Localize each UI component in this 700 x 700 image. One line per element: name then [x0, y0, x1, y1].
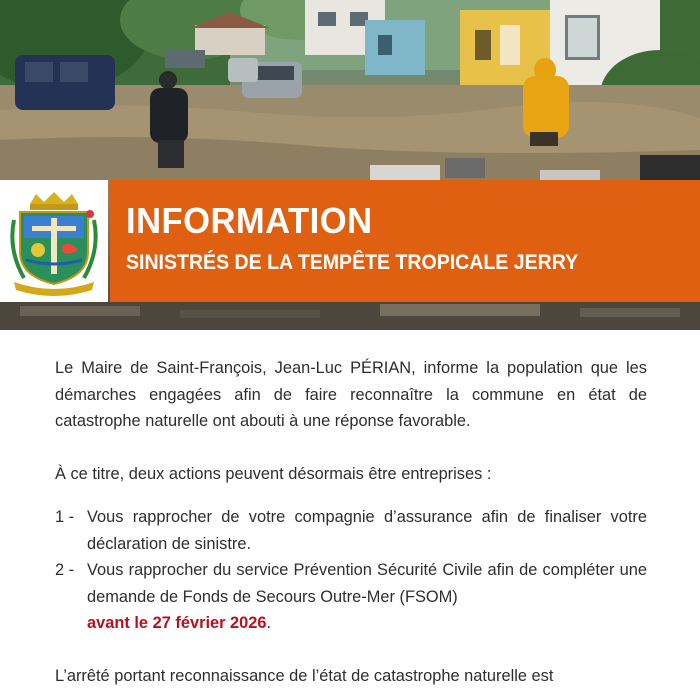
lead-paragraph: À ce titre, deux actions peuvent désormais être entreprises :: [55, 464, 492, 483]
action-item-2: [55, 557, 647, 637]
banner-title: INFORMATION: [126, 200, 373, 241]
action-number: 2 -: [55, 561, 75, 579]
action-item-1: [55, 504, 647, 557]
logo-panel: [0, 180, 108, 302]
action-text: Vous rapprocher du service Prévention Sécurité Civile afin de compléter une demande de Fonds de Secours Outre-Mer (FSOM): [87, 561, 647, 606]
action-text: Vous rapprocher de votre compagnie d’assurance afin de finaliser votre déclaration de sinistre.: [87, 508, 647, 553]
intro-paragraph: Le Maire de Saint-François, Jean-Luc PÉRIAN, informe la population que les démarches engagées afin de faire reconnaître la commune en état de catastrophe naturelle ont abouti à une réponse favorable.: [55, 359, 647, 430]
closing-paragraph: L’arrêté portant reconnaissance de l’état de catastrophe naturelle est: [55, 666, 554, 685]
banner-title-panel: [110, 180, 700, 302]
information-banner: [0, 180, 700, 302]
saint-francois-coat-of-arms-icon: [0, 180, 108, 302]
deadline-suffix: .: [266, 614, 272, 632]
action-number: 1 -: [55, 508, 75, 526]
deadline-text: avant le 27 février 2026: [87, 614, 267, 632]
announcement-body: [55, 355, 647, 689]
banner-subtitle: SINISTRÉS DE LA TEMPÊTE TROPICALE JERRY: [126, 251, 579, 274]
